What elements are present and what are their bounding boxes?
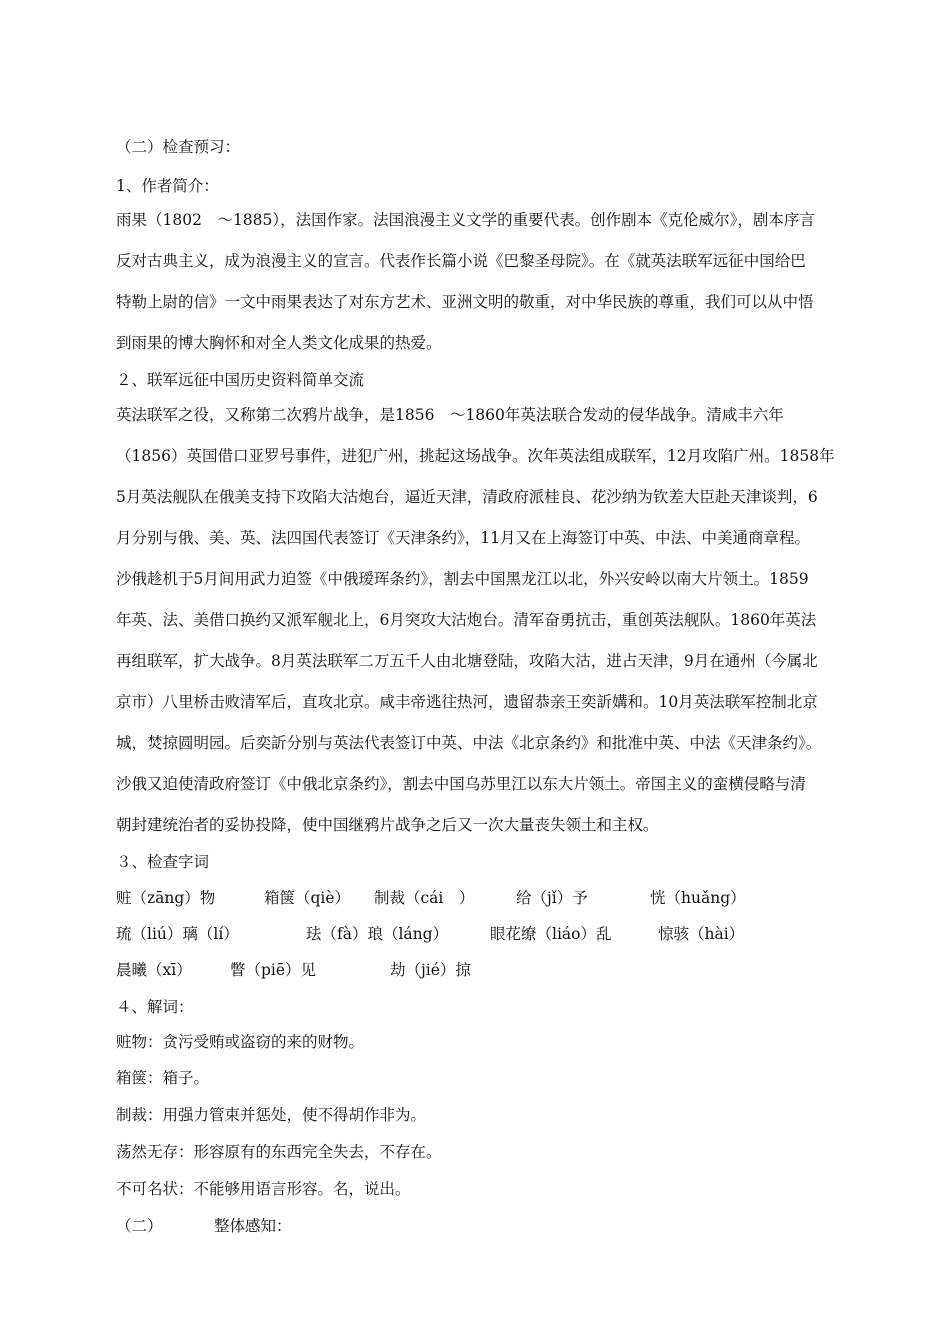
definition-item: 制裁：用强力管束并惩处，使不得胡作非为。 (116, 1106, 427, 1124)
section-overall-label: （二） (116, 1217, 163, 1235)
vocab-item: 给（jǐ）予 (516, 889, 588, 907)
section-check-heading: （二）检查预习： (116, 138, 241, 156)
author-line: 特勒上尉的信》一文中雨果表达了对东方艺术、亚洲文明的敬重，对中华民族的尊重，我们可以从中悟 (116, 293, 814, 311)
history-line: 年英、法、美借口换约又派军舰北上，6月突攻大沽炮台。清军奋勇抗击，重创英法舰队。1860年英法 (116, 611, 817, 629)
history-line: 朝封建统治者的妥协投降，使中国继鸦片战争之后又一次大量丧失领土和主权。 (116, 816, 659, 834)
author-heading: 1、作者简介： (116, 177, 219, 195)
history-line: 月分别与俄、美、英、法四国代表签订《天津条约》，11月又在上海签订中英、中法、中美通商章程。 (116, 529, 810, 547)
author-line: 雨果（1802 ～1885），法国作家。法国浪漫主义文学的重要代表。创作剧本《克伦威尔》，剧本序言 (116, 211, 815, 229)
history-line: 城，焚掠圆明园。后奕訢分别与英法代表签订中英、中法《北京条约》和批准中英、中法《天津条约》。 (116, 734, 822, 752)
definition-item: 荡然无存：形容原有的东西完全失去，不存在。 (116, 1143, 442, 1161)
vocab-item: 箱箧（qiè） (264, 889, 351, 907)
definitions-heading: ４、解词： (116, 998, 194, 1016)
definition-item: 箱箧：箱子。 (116, 1069, 210, 1087)
history-line: 英法联军之役，又称第二次鸦片战争，是1856 ～1860年英法联合发动的侵华战争。清咸丰六年 (116, 406, 784, 424)
history-line: 京市）八里桥击败清军后，直攻北京。咸丰帝逃往热河，遗留恭亲王奕訢媾和。10月英法联军控制北京 (116, 693, 818, 711)
definition-item: 赃物：贪污受贿或盗窃的来的财物。 (116, 1033, 365, 1051)
history-line: 5月英法舰队在俄美支持下攻陷大沽炮台，逼近天津，清政府派桂良、花沙纳为钦差大臣赴天津谈判，6 (116, 488, 818, 506)
definition-item: 不可名状：不能够用语言形容。名，说出。 (116, 1180, 411, 1198)
vocab-item: 赃（zāng）物 (116, 889, 216, 907)
vocab-item: 劫（jié）掠 (390, 961, 471, 979)
author-line: 反对古典主义，成为浪漫主义的宣言。代表作长篇小说《巴黎圣母院》。在《就英法联军远征中国给巴 (116, 252, 806, 270)
history-line: 再组联军，扩大战争。8月英法联军二万五千人由北塘登陆，攻陷大沽，进占天津，9月在通州（今属北 (116, 652, 818, 670)
vocab-item: 晨曦（xī） (116, 961, 192, 979)
history-line: 沙俄趁机于5月间用武力迫签《中俄瑷珲条约》，割去中国黑龙江以北，外兴安岭以南大片领土。1859 (116, 570, 809, 588)
vocab-item: 琉（liú）璃（lí） (116, 925, 239, 943)
vocab-item: 惊骇（hài） (658, 925, 745, 943)
vocab-item: 恍（huǎng） (650, 889, 746, 907)
vocab-heading: ３、检查字词 (116, 853, 210, 871)
vocab-item: 眼花缭（liáo）乱 (490, 925, 612, 943)
author-line: 到雨果的博大胸怀和对全人类文化成果的热爱。 (116, 334, 442, 352)
history-line: 沙俄又迫使清政府签订《中俄北京条约》，割去中国乌苏里江以东大片领土。帝国主义的蛮横侵略与清 (116, 775, 806, 793)
history-heading: ２、联军远征中国历史资料简单交流 (116, 371, 365, 389)
vocab-item: 瞥（piē）见 (230, 961, 317, 979)
section-overall-title: 整体感知： (214, 1217, 292, 1235)
vocab-item: 珐（fà）琅（láng） (306, 925, 449, 943)
history-line: （1856）英国借口亚罗号事件，进犯广州，挑起这场战争。次年英法组成联军，12月攻陷广州。1858年 (116, 447, 835, 465)
vocab-item: 制裁（cái ） (374, 889, 475, 907)
